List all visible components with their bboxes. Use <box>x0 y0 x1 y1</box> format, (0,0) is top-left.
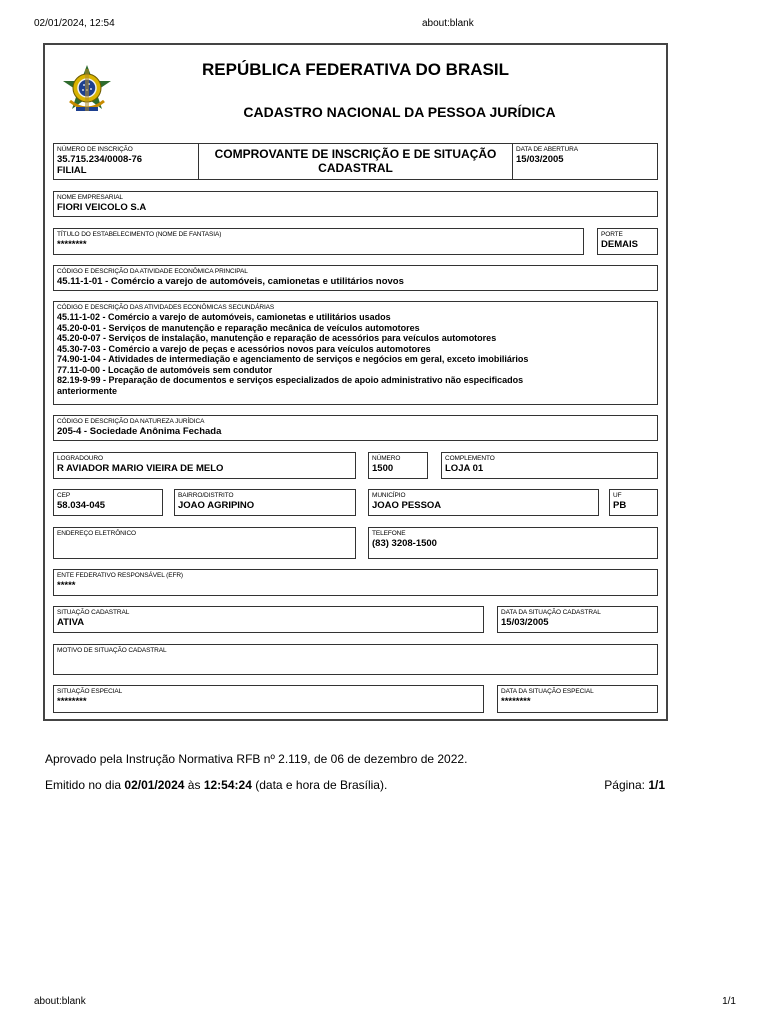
atividade-secundaria-item: 74.90-1-04 - Atividades de intermediação e agenciamento de serviços e negócios em geral, exceto imobiliários <box>57 354 529 364</box>
data-situacao-especial-box <box>497 685 658 713</box>
cep-value: 58.034-045 <box>57 500 106 511</box>
atividades-secundarias-label: CÓDIGO E DESCRIÇÃO DAS ATIVIDADES ECONÔMICAS SECUNDÁRIAS <box>57 304 275 311</box>
nome-empresarial-label: NOME EMPRESARIAL <box>57 194 123 201</box>
bairro-label: BAIRRO/DISTRITO <box>178 492 234 499</box>
numero-label: NÚMERO <box>372 455 401 462</box>
nome-empresarial-box <box>53 191 658 217</box>
efr-value: ***** <box>57 580 76 591</box>
complemento-box <box>441 452 658 479</box>
data-situacao-cadastral-box <box>497 606 658 633</box>
porte-value: DEMAIS <box>601 239 638 250</box>
emission-time: 12:54:24 <box>203 778 252 792</box>
abertura-label: DATA DE ABERTURA <box>516 146 578 153</box>
comprovante-line-2: CADASTRAL <box>318 161 393 175</box>
situacao-especial-box <box>53 685 484 713</box>
comprovante-title <box>199 147 512 175</box>
data-situacao-cadastral-value: 15/03/2005 <box>501 617 549 628</box>
emission-suffix: (data e hora de Brasília). <box>255 778 388 792</box>
telefone-label: TELEFONE <box>372 530 406 537</box>
situacao-especial-value: ******** <box>57 696 87 707</box>
logradouro-value: R AVIADOR MARIO VIEIRA DE MELO <box>57 463 224 474</box>
inscricao-value: 35.715.234/0008-76 <box>57 154 143 165</box>
natureza-juridica-label: CÓDIGO E DESCRIÇÃO DA NATUREZA JURÍDICA <box>57 418 205 425</box>
complemento-value: LOJA 01 <box>445 463 484 474</box>
approval-note: Aprovado pela Instrução Normativa RFB nº 2.119, de 06 de dezembro de 2022. <box>45 752 468 766</box>
emission-prefix: Emitido no dia <box>45 778 122 792</box>
porte-box <box>597 228 658 255</box>
uf-value: PB <box>613 500 627 511</box>
comprovante-box <box>198 143 513 180</box>
inscricao-type: FILIAL <box>57 165 87 176</box>
numero-value: 1500 <box>372 463 394 474</box>
endereco-eletronico-label: ENDEREÇO ELETRÔNICO <box>57 530 137 537</box>
bairro-value: JOAO AGRIPINO <box>178 500 255 511</box>
page-label: Página: <box>604 778 645 792</box>
atividades-secundarias-box <box>53 301 658 405</box>
atividade-secundaria-item: 45.20-0-01 - Serviços de manutenção e reparação mecânica de veículos automotores <box>57 322 420 333</box>
abertura-box <box>512 143 658 180</box>
data-situacao-especial-label: DATA DA SITUAÇÃO ESPECIAL <box>501 688 594 695</box>
atividade-principal-label: CÓDIGO E DESCRIÇÃO DA ATIVIDADE ECONÔMICA PRINCIPAL <box>57 268 248 275</box>
emission-note <box>45 778 387 792</box>
motivo-situacao-box <box>53 644 658 675</box>
atividade-secundaria-item: 45.11-1-02 - Comércio a varejo de automóveis, camionetas e utilitários usados <box>57 312 391 322</box>
endereco-eletronico-box <box>53 527 356 559</box>
emission-mid: às <box>187 778 201 792</box>
atividade-secundaria-item: 45.20-0-07 - Serviços de instalação, manutenção e reparação de acessórios para veículos automotores <box>57 333 497 343</box>
situacao-especial-label: SITUAÇÃO ESPECIAL <box>57 688 123 695</box>
registry-title: CADASTRO NACIONAL DA PESSOA JURÍDICA <box>243 104 556 120</box>
comprovante-line-1: COMPROVANTE DE INSCRIÇÃO E DE SITUAÇÃO <box>214 147 497 161</box>
complemento-label: COMPLEMENTO <box>445 455 495 462</box>
natureza-juridica-value: 205-4 - Sociedade Anônima Fechada <box>57 426 222 437</box>
cep-label: CEP <box>57 492 71 499</box>
municipio-label: MUNICÍPIO <box>372 492 406 499</box>
print-datetime: 02/01/2024, 12:54 <box>34 18 115 29</box>
situacao-cadastral-label: SITUAÇÃO CADASTRAL <box>57 609 130 616</box>
page-indicator <box>604 778 665 792</box>
bairro-box <box>174 489 356 516</box>
situacao-cadastral-value: ATIVA <box>57 617 85 628</box>
inscricao-label: NÚMERO DE INSCRIÇÃO <box>57 146 133 153</box>
efr-label: ENTE FEDERATIVO RESPONSÁVEL (EFR) <box>57 572 183 579</box>
country-title: REPÚBLICA FEDERATIVA DO BRASIL <box>202 60 509 79</box>
nome-empresarial-value: FIORI VEICOLO S.A <box>57 202 147 213</box>
situacao-cadastral-box <box>53 606 484 633</box>
uf-label: UF <box>613 492 622 499</box>
print-header <box>34 18 736 30</box>
logradouro-label: LOGRADOURO <box>57 455 103 462</box>
print-footer-pages: 1/1 <box>722 996 736 1007</box>
abertura-value: 15/03/2005 <box>516 154 564 165</box>
nome-fantasia-value: ******** <box>57 239 87 250</box>
efr-box <box>53 569 658 596</box>
nome-fantasia-label: TÍTULO DO ESTABELECIMENTO (NOME DE FANTASIA) <box>57 231 222 238</box>
numero-box <box>368 452 428 479</box>
telefone-box <box>368 527 658 559</box>
atividade-secundaria-item: 77.11-0-00 - Locação de automóveis sem condutor <box>57 364 273 375</box>
data-situacao-cadastral-label: DATA DA SITUAÇÃO CADASTRAL <box>501 609 601 616</box>
logradouro-box <box>53 452 356 479</box>
emission-date: 02/01/2024 <box>124 778 185 792</box>
telefone-value: (83) 3208-1500 <box>372 538 437 549</box>
print-url: about:blank <box>422 18 474 29</box>
atividade-secundaria-item: anteriormente <box>57 385 118 396</box>
page-value: 1/1 <box>648 778 665 792</box>
uf-box <box>609 489 658 516</box>
inscricao-box <box>53 143 199 180</box>
nome-fantasia-box <box>53 228 584 255</box>
porte-label: PORTE <box>601 231 623 238</box>
atividade-secundaria-item: 82.19-9-99 - Preparação de documentos e serviços especializados de apoio administrativo não especificados <box>57 375 524 385</box>
atividade-principal-value: 45.11-1-01 - Comércio a varejo de automóveis, camionetas e utilitários novos <box>57 276 404 287</box>
print-footer-url: about:blank <box>34 996 86 1007</box>
atividade-secundaria-item: 45.30-7-03 - Comércio a varejo de peças e acessórios novos para veículos automotores <box>57 343 431 354</box>
motivo-situacao-label: MOTIVO DE SITUAÇÃO CADASTRAL <box>57 647 167 654</box>
natureza-juridica-box <box>53 415 658 441</box>
atividade-principal-box <box>53 265 658 291</box>
cep-box <box>53 489 163 516</box>
data-situacao-especial-value: ******** <box>501 696 531 707</box>
municipio-value: JOAO PESSOA <box>372 500 442 511</box>
municipio-box <box>368 489 599 516</box>
